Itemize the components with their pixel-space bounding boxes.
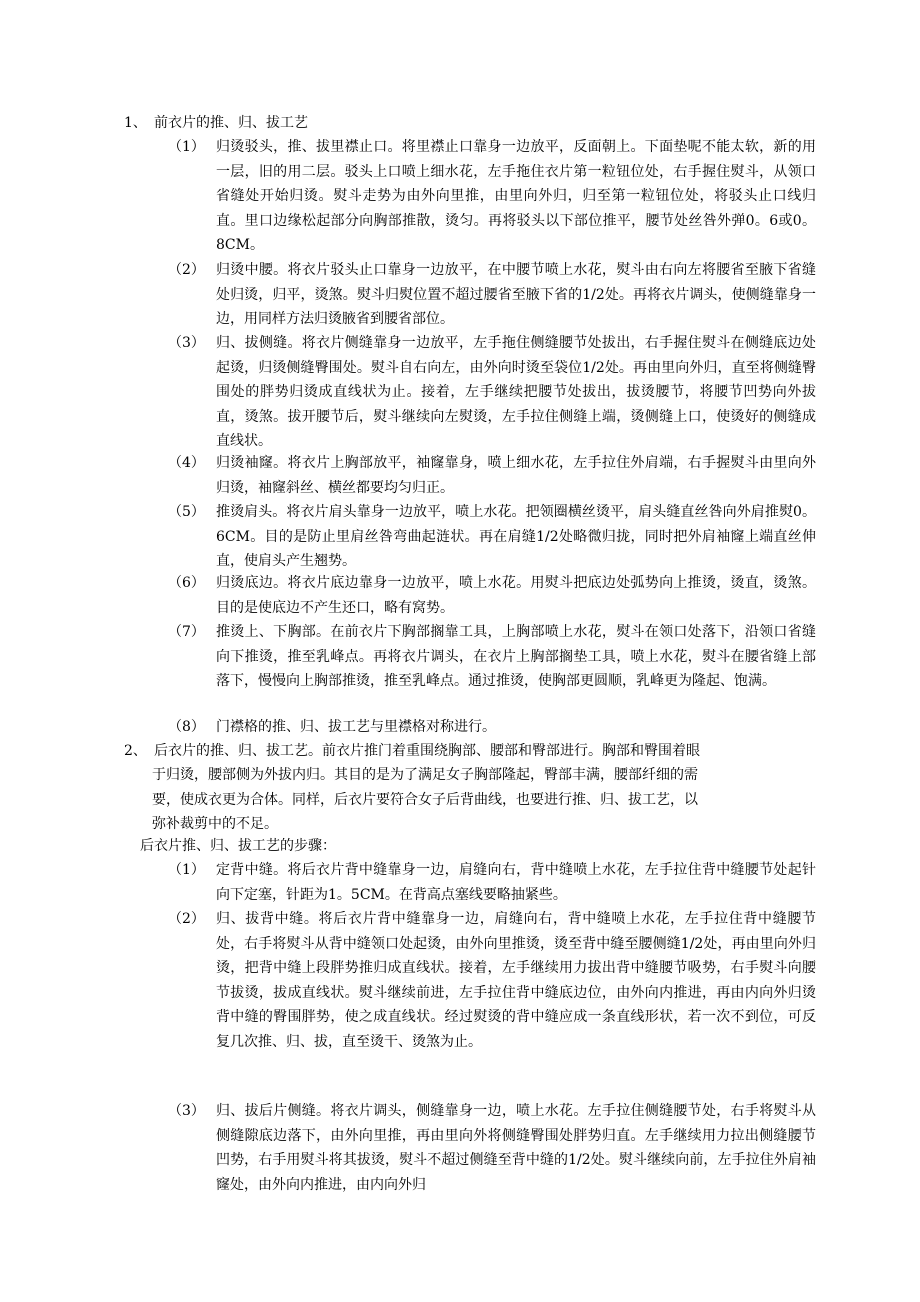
steps-heading: 后衣片推、归、拔工艺的步骤： <box>140 838 336 854</box>
section-number: 1、 <box>124 115 147 131</box>
item-text: 归、拔背中缝。将后衣片背中缝靠身一边，肩缝向右，背中缝喷上水花，左手拉住背中缝腰节处，右手将熨斗从背中缝领口处起烫，由外向里推烫，烫至背中缝至腰侧缝1/2处，再由里向外归烫，把背中缝上段胖势推归成直线状。接着，左手继续用力拔出背中缝腰节吸势，右手熨斗向腰节拔烫，拔成直线状。熨斗继续前进，左手拉住背中缝底边位，由外向内推进，再由内向外归烫背中缝的臀围胖势，使之成直线状。经过熨烫的背中缝应成一条直线形状，若一次不到位，可反复几次推、归、拔，直至烫干、烫煞为止。 <box>216 911 816 1050</box>
item-number: （5） <box>168 504 205 520</box>
item-text: 归烫驳头，推、拔里襟止口。将里襟止口靠身一边放平，反面朝上。下面垫呢不能太软，新的用一层，旧的用二层。驳头上口喷上细水花，左手拖住衣片第一粒钮位处，右手握住熨斗，从领口省缝处开始归烫。熨斗走势为由外向里推，由里向外归，归至第一粒钮位处，将驳头止口线归直。里口边缘松起部分向胸部推散，烫匀。再将驳头以下部位推平，腰节处丝咎外弹0。6或0。8CM。 <box>216 139 816 254</box>
item-number: （7） <box>168 624 205 640</box>
item-number: （8） <box>168 719 205 735</box>
item-number: （2） <box>168 262 205 278</box>
section-number: 2、 <box>124 743 147 759</box>
item-number: （3） <box>168 335 205 351</box>
paragraph-line: 于归烫，腰部侧为外拔内归。其目的是为了满足女子胸部隆起，臀部丰满，腰部纤细的需 <box>152 767 698 783</box>
paragraph-line: 要，使成衣更为合体。同样，后衣片要符合女子后背曲线，也要进行推、归、拔工艺，以 <box>152 791 698 808</box>
item-number: （3） <box>168 1103 205 1119</box>
item-number: （4） <box>168 455 205 471</box>
item-number: （1） <box>168 139 205 155</box>
section-title: 前衣片的推、归、拔工艺 <box>154 115 308 131</box>
paragraph-line: 弥补裁剪中的不足。 <box>152 816 278 833</box>
item-text: 推烫上、下胸部。在前衣片下胸部搁靠工具，上胸部喷上水花，熨斗在领口处落下，沿领口省缝向下推烫，推至乳峰点。再将衣片调头，在衣片上胸部搁垫工具，喷上水花，熨斗在腰省缝上部落下，慢慢向上胸部推烫，推至乳峰点。通过推烫，使胸部更圆顺，乳峰更为隆起、饱满。 <box>216 624 816 690</box>
section-intro-paragraph <box>152 763 812 837</box>
item-text: 归烫袖窿。将衣片上胸部放平，袖窿靠身，喷上细水花，左手拉住外肩端，右手握熨斗由里向外归烫，袖窿斜丝、横丝都要均匀归正。 <box>216 455 816 496</box>
item-text: 门襟格的推、归、拔工艺与里襟格对称进行。 <box>216 719 496 735</box>
item-text: 推烫肩头。将衣片肩头靠身一边放平，喷上水花。把领圈横丝烫平，肩头缝直丝咎向外肩推熨0。6CM。目的是防止里肩丝咎弯曲起涟状。再在肩缝1/2处略微归拢，同时把外肩袖窿上端直丝伸直，使肩头产生翘势。 <box>216 504 816 570</box>
item-text: 归、拔侧缝。将衣片侧缝靠身一边放平，左手拖住侧缝腰节处拔出，右手握住熨斗在侧缝底边处起烫，归烫侧缝臀围处。熨斗自右向左，由外向时烫至袋位1/2处。再由里向外归，直至将侧缝臀围处的胖势归烫成直线状为止。接着，左手继续把腰节处拔出，拔烫腰节，将腰节凹势向外拔直，烫煞。拔开腰节后，熨斗继续向左熨烫，左手拉住侧缝上端，烫侧缝上口，使烫好的侧缝成直线状。 <box>216 335 816 450</box>
section-heading <box>124 739 814 763</box>
section-intro: 前衣片推门着重围绕胸部、腰部和臀部进行。胸部和臀围着眼 <box>322 743 700 759</box>
section-heading <box>124 111 804 135</box>
item-number: （2） <box>168 911 205 927</box>
item-text: 归烫底边。将衣片底边靠身一边放平，喷上水花。用熨斗把底边处弧势向上推烫，烫直，烫煞。目的是使底边不产生还口，略有窝势。 <box>216 575 816 616</box>
item-text: 归、拔后片侧缝。将衣片调头，侧缝靠身一边，喷上水花。左手拉住侧缝腰节处，右手将熨斗从侧缝隙底边落下，由外向里推，再由里向外将侧缝臀围处胖势归直。左手继续用力拉出侧缝腰节凹势，右手用熨斗将其拔烫，熨斗不超过侧缝至背中缝的1/2处。熨斗继续向前，左手拉住外肩袖窿处，由外向内推进，由内向外归 <box>216 1103 816 1193</box>
section-title: 后衣片的推、归、拔工艺。 <box>154 743 322 759</box>
item-text: 定背中缝。将后衣片背中缝靠身一边，肩缝向右，背中缝喷上水花，左手拉住背中缝腰节处起针向下定塞，针距为1。5CM。在背高点塞线要略抽紧些。 <box>216 862 816 903</box>
item-number: （6） <box>168 575 205 591</box>
item-text: 归烫中腰。将衣片驳头止口靠身一边放平，在中腰节喷上水花，熨斗由右向左将腰省至腋下省缝处归烫，归平，烫煞。熨斗归熨位置不超过腰省至腋下省的1/2处。再将衣片调头，使侧缝靠身一边，用同样方法归烫腋省到腰省部位。 <box>216 262 816 328</box>
item-number: （1） <box>168 862 205 878</box>
